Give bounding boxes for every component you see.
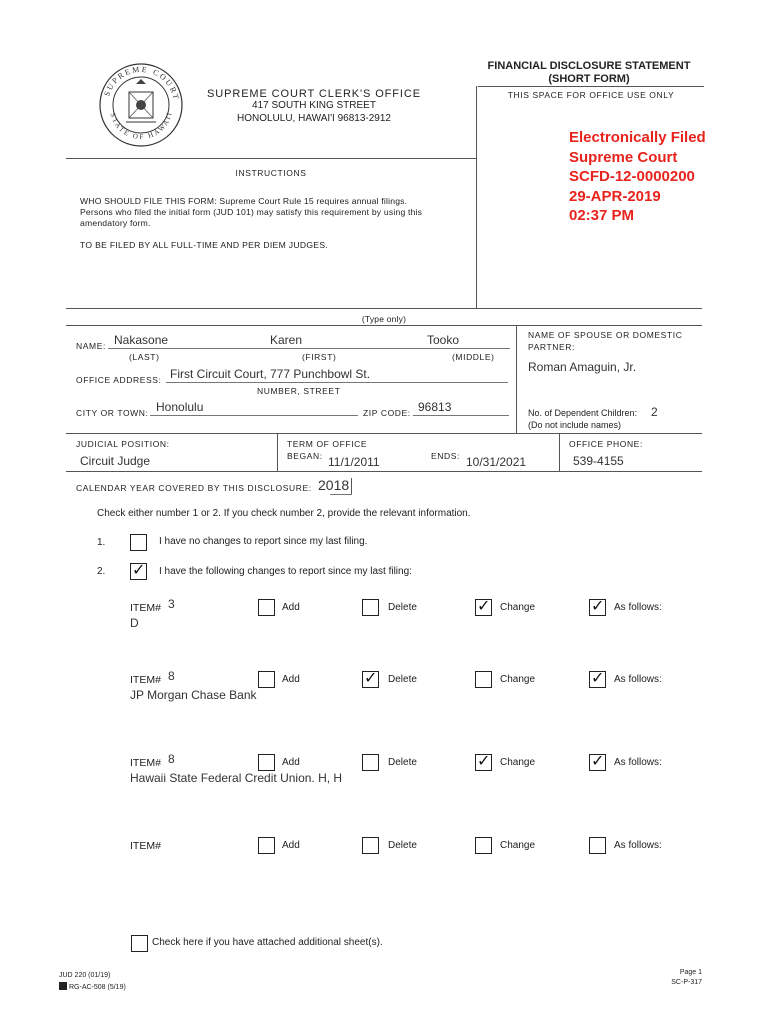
item-detail[interactable]: JP Morgan Chase Bank xyxy=(130,688,257,702)
item-change-checkbox[interactable] xyxy=(475,596,492,616)
item-delete-label: Delete xyxy=(388,840,417,851)
position-top-rule xyxy=(66,433,702,434)
spouse-value[interactable]: Roman Amaguin, Jr. xyxy=(528,360,637,374)
position-divider-2 xyxy=(559,433,560,471)
option-2-text: I have the following changes to report since my last filing: xyxy=(159,566,412,577)
name-middle[interactable]: Tooko xyxy=(427,333,460,347)
union-bug-icon xyxy=(59,982,67,990)
stamp-line-1: Electronically Filed xyxy=(569,129,706,146)
item-as-follows-checkbox[interactable] xyxy=(589,751,606,771)
item-delete-checkbox[interactable] xyxy=(362,668,379,688)
stamp-line-2: Supreme Court xyxy=(569,148,678,166)
item-add-label: Add xyxy=(282,757,300,768)
calendar-year-suffix: 18 xyxy=(333,477,350,493)
item-delete-label: Delete xyxy=(388,674,417,685)
item-add-label: Add xyxy=(282,674,300,685)
ends-label: ENDS: xyxy=(431,451,460,461)
item-as-follows-checkbox[interactable] xyxy=(589,596,606,616)
item-label: ITEM# xyxy=(130,674,161,686)
item-as-follows-label: As follows: xyxy=(614,757,662,768)
item-as-follows-label: As follows: xyxy=(614,674,662,685)
instructions-line-2: Persons who filed the initial form (JUD 101) may satisfy this requirement by using this xyxy=(80,207,423,217)
file-by-note: TO BE FILED BY ALL FULL-TIME AND PER DIEM JUDGES. xyxy=(80,240,329,250)
office-address-caption: NUMBER, STREET xyxy=(257,386,341,396)
calendar-tick xyxy=(351,478,352,494)
ends-value[interactable]: 10/31/2021 xyxy=(466,455,527,469)
stamp-line-3: SCFD-12-0000200 xyxy=(569,168,695,185)
form-code: JUD 220 (01/19) xyxy=(59,972,111,979)
instructions-text xyxy=(80,196,472,229)
item-delete-checkbox[interactable] xyxy=(362,599,379,616)
form-subtitle: (SHORT FORM) xyxy=(548,73,630,85)
item-as-follows-checkbox[interactable] xyxy=(589,837,606,854)
additional-sheets-text: Check here if you have attached additional sheet(s). xyxy=(152,937,383,948)
item-add-label: Add xyxy=(282,840,300,851)
position-label: JUDICIAL POSITION: xyxy=(76,439,170,449)
began-label: BEGAN: xyxy=(287,451,323,461)
name-middle-caption: (MIDDLE) xyxy=(452,352,495,362)
item-as-follows-checkbox[interactable] xyxy=(589,668,606,688)
office-use-top-rule xyxy=(478,86,704,87)
position-divider-1 xyxy=(277,433,278,471)
calendar-year-prefix: 20 xyxy=(318,477,334,493)
spouse-label-1: NAME OF SPOUSE OR DOMESTIC xyxy=(528,330,683,340)
name-underline xyxy=(108,348,510,349)
check-mark-icon: ✓ xyxy=(591,751,605,770)
item-change-checkbox[interactable] xyxy=(475,751,492,771)
calendar-underline xyxy=(330,494,352,495)
option-1-checkbox[interactable] xyxy=(130,534,147,551)
name-last-caption: (LAST) xyxy=(129,352,160,362)
item-as-follows-label: As follows: xyxy=(614,602,662,613)
stamp-line-5: 02:37 PM xyxy=(569,207,635,224)
option-1-number: 1. xyxy=(97,537,106,548)
office-street: 417 SOUTH KING STREET xyxy=(252,100,376,111)
phone-label: OFFICE PHONE: xyxy=(569,439,643,449)
name-label: NAME: xyxy=(76,341,106,351)
office-name: SUPREME COURT CLERK'S OFFICE xyxy=(207,88,421,100)
check-mark-icon: ✓ xyxy=(364,668,378,687)
city-label: CITY OR TOWN: xyxy=(76,408,149,418)
check-mark-icon: ✓ xyxy=(591,668,605,687)
spouse-label-2: PARTNER: xyxy=(528,342,575,352)
item-add-checkbox[interactable] xyxy=(258,837,275,854)
item-number[interactable]: 3 xyxy=(168,597,175,611)
dependents-note: (Do not include names) xyxy=(528,420,622,430)
zip-value[interactable]: 96813 xyxy=(418,400,452,414)
sc-code: SC-P-317 xyxy=(671,979,702,986)
instructions-line-1: WHO SHOULD FILE THIS FORM: Supreme Court Rule 15 requires annual filings. xyxy=(80,196,408,206)
phone-value[interactable]: 539-4155 xyxy=(573,454,624,468)
option-2-number: 2. xyxy=(97,566,106,577)
item-change-label: Change xyxy=(500,757,536,768)
item-number[interactable]: 8 xyxy=(168,752,175,766)
item-as-follows-label: As follows: xyxy=(614,840,662,851)
position-value[interactable]: Circuit Judge xyxy=(80,454,151,468)
calendar-year[interactable] xyxy=(318,477,349,493)
zip-underline xyxy=(413,415,509,416)
office-address-value[interactable]: First Circuit Court, 777 Punchbowl St. xyxy=(170,367,371,381)
check-instruction: Check either number 1 or 2. If you check number 2, provide the relevant information. xyxy=(97,508,471,519)
name-first-caption: (FIRST) xyxy=(302,352,337,362)
name-first[interactable]: Karen xyxy=(270,333,303,347)
item-delete-label: Delete xyxy=(388,602,417,613)
type-only-label: (Type only) xyxy=(361,314,407,324)
check-mark-icon: ✓ xyxy=(477,596,491,615)
office-use-label: THIS SPACE FOR OFFICE USE ONLY xyxy=(507,90,675,100)
item-delete-checkbox[interactable] xyxy=(362,837,379,854)
page-number: Page 1 xyxy=(679,969,702,976)
item-change-label: Change xyxy=(500,602,536,613)
began-value[interactable]: 11/1/2011 xyxy=(328,455,380,469)
type-only-top-rule xyxy=(66,308,702,309)
item-add-checkbox[interactable] xyxy=(258,671,275,688)
item-label: ITEM# xyxy=(130,757,161,769)
item-change-label: Change xyxy=(500,674,536,685)
check-mark-icon: ✓ xyxy=(477,751,491,770)
efile-stamp xyxy=(569,128,739,226)
name-last[interactable]: Nakasone xyxy=(114,333,169,347)
item-add-checkbox[interactable] xyxy=(258,599,275,616)
office-address-label: OFFICE ADDRESS: xyxy=(76,375,162,385)
position-bottom-rule xyxy=(66,471,702,472)
dependents-label: No. of Dependent Children: xyxy=(528,408,638,418)
calendar-label: CALENDAR YEAR COVERED BY THIS DISCLOSURE: xyxy=(76,483,312,493)
item-change-checkbox[interactable] xyxy=(475,671,492,688)
rg-code-row xyxy=(59,982,126,991)
spouse-divider xyxy=(516,325,517,433)
check-mark-icon: ✓ xyxy=(591,596,605,615)
item-add-label: Add xyxy=(282,602,300,613)
term-label: TERM OF OFFICE xyxy=(287,439,368,449)
form-title: FINANCIAL DISCLOSURE STATEMENT xyxy=(487,60,691,72)
instructions-line-3: amendatory form. xyxy=(80,218,151,228)
option-2-checkbox[interactable] xyxy=(130,560,147,580)
check-mark-icon: ✓ xyxy=(132,560,146,579)
item-add-checkbox[interactable] xyxy=(258,754,275,771)
svg-text:STATE OF HAWAII: STATE OF HAWAII xyxy=(108,110,174,142)
svg-text:SUPREME COURT: SUPREME COURT xyxy=(102,64,181,102)
item-change-checkbox[interactable] xyxy=(475,837,492,854)
zip-label: ZIP CODE: xyxy=(363,408,411,418)
item-detail[interactable]: Hawaii State Federal Credit Union. H, H xyxy=(130,771,343,785)
office-address-underline xyxy=(166,382,508,383)
city-value[interactable]: Honolulu xyxy=(156,400,204,414)
stamp-line-4: 29-APR-2019 xyxy=(569,187,661,205)
item-delete-label: Delete xyxy=(388,757,417,768)
item-delete-checkbox[interactable] xyxy=(362,754,379,771)
option-1-text: I have no changes to report since my last filing. xyxy=(159,536,368,547)
item-detail[interactable]: D xyxy=(130,616,139,630)
type-only-bottom-rule xyxy=(66,325,702,326)
instructions-top-rule xyxy=(66,158,476,159)
city-underline xyxy=(150,415,358,416)
item-label: ITEM# xyxy=(130,602,161,614)
instructions-right-rule xyxy=(476,86,477,308)
item-label: ITEM# xyxy=(130,840,161,852)
additional-sheets-checkbox[interactable] xyxy=(131,935,148,952)
item-change-label: Change xyxy=(500,840,536,851)
item-number[interactable]: 8 xyxy=(168,669,175,683)
instructions-heading: INSTRUCTIONS xyxy=(235,168,307,178)
rg-code: RG-AC-508 (5/19) xyxy=(69,984,126,991)
office-city: HONOLULU, HAWAI'I 96813-2912 xyxy=(236,113,391,124)
dependents-value[interactable]: 2 xyxy=(651,405,658,419)
